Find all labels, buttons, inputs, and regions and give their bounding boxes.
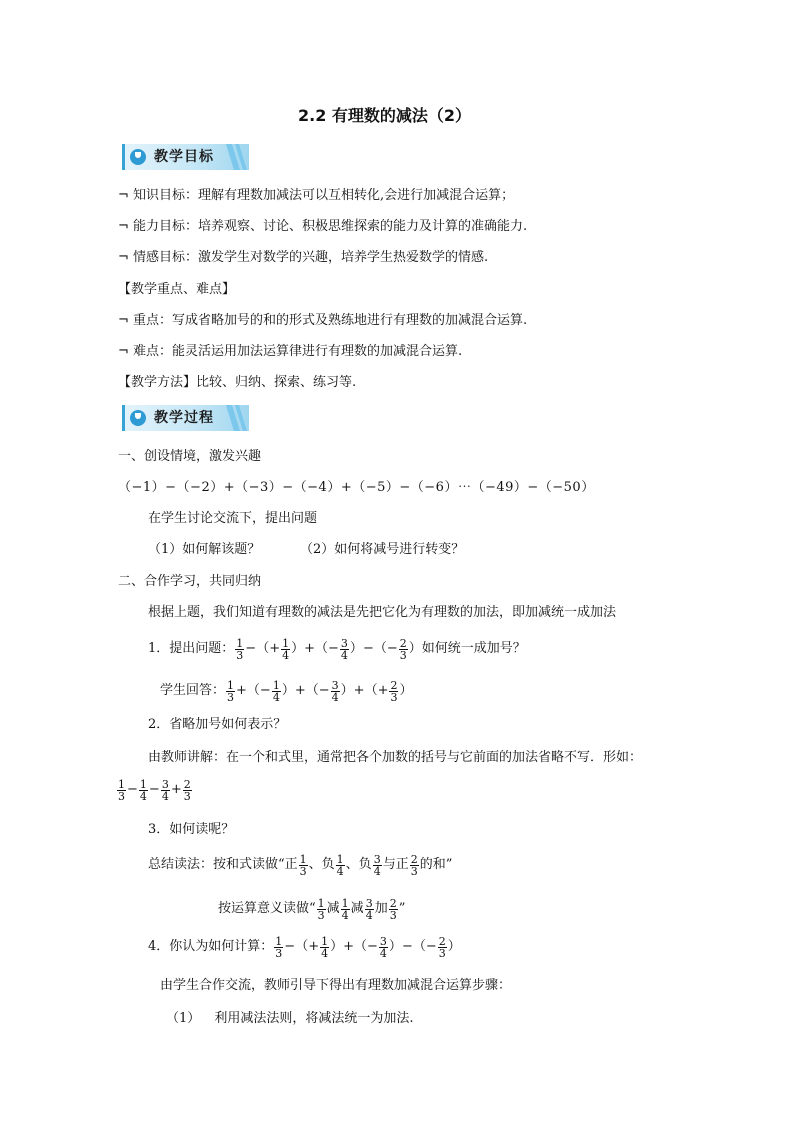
methods-heading: 【教学方法】 — [118, 375, 197, 390]
fraction: $\frac{2}{3}$ — [183, 777, 191, 803]
part1-question1: （1）如何解该题？ — [148, 542, 261, 557]
paren: （+ — [295, 939, 320, 954]
read-text: 按运算意义读做“ — [218, 901, 316, 916]
part1-line1: 在学生讨论交流下，提出问题 — [148, 511, 318, 526]
paren: ） — [330, 939, 344, 954]
read-text: ” — [398, 901, 406, 916]
read-text: 、负 — [345, 857, 372, 872]
bullet-icon: ¬ — [118, 188, 129, 203]
fraction: $\frac{2}{3}$ — [410, 852, 418, 878]
objective-item — [118, 188, 514, 204]
fraction: $\frac{1}{3}$ — [236, 636, 244, 662]
objective-text: 能力目标：培养观察、讨论、积极思维探索的能力及计算的准确能力. — [133, 219, 528, 234]
fraction: $\frac{1}{4}$ — [282, 636, 290, 662]
fraction: $\frac{1}{4}$ — [321, 934, 329, 960]
fraction: $\frac{3}{4}$ — [373, 852, 381, 878]
paren: （− — [246, 683, 271, 698]
minus-sign: − — [127, 782, 138, 797]
page-title: 2.2 有理数的减法（2） — [298, 106, 472, 125]
minus-sign: − — [148, 782, 160, 797]
minus-sign: − — [362, 641, 374, 656]
plus-sign: + — [343, 939, 355, 954]
step2-line: 2．省略加号如何表示？ — [148, 717, 287, 732]
plus-sign: + — [236, 683, 247, 698]
fraction: $\frac{3}{4}$ — [161, 777, 169, 803]
fraction: $\frac{2}{3}$ — [389, 896, 397, 922]
section-label: 教学过程 — [154, 410, 214, 426]
key-points-heading: 【教学重点、难点】 — [118, 282, 236, 297]
fraction: $\frac{2}{3}$ — [399, 636, 407, 662]
step1-label: 1．提出问题： — [148, 641, 235, 656]
fraction: $\frac{3}{4}$ — [331, 678, 339, 704]
minus-sign: − — [245, 641, 257, 656]
part2-heading: 二、合作学习，共同归纳 — [118, 574, 262, 589]
key-point-item — [118, 313, 527, 329]
fraction: $\frac{1}{3}$ — [227, 678, 235, 704]
plus-sign: + — [353, 683, 365, 698]
paren: （− — [354, 939, 378, 954]
omitted-plus-expression — [116, 773, 193, 807]
paren: （− — [305, 683, 330, 698]
objective-text: 情感目标：激发学生对数学的兴趣，培养学生热爱数学的情感. — [133, 250, 489, 265]
paren: ） — [447, 939, 461, 954]
key-point-item — [118, 344, 462, 360]
fraction: $\frac{1}{3}$ — [275, 934, 283, 960]
methods-text: 比较、归纳、探索、练习等. — [196, 375, 357, 390]
rule1-text: 利用减法法则，将减法统一为加法. — [214, 1011, 414, 1026]
paren: （+ — [364, 683, 389, 698]
fraction: $\frac{2}{3}$ — [438, 934, 446, 960]
key-point-text: 重点：写成省略加号的和的形式及熟练地进行有理数的加减混合运算. — [133, 313, 528, 328]
step3-line: 3．如何读呢？ — [148, 822, 235, 837]
methods-line — [118, 375, 356, 391]
plus-sign: + — [294, 683, 306, 698]
read-text: 、负 — [308, 857, 335, 872]
answer-label: 学生回答： — [160, 683, 226, 698]
part1-heading: 一、创设情境，激发兴趣 — [118, 449, 262, 464]
read-text: 加 — [374, 901, 388, 916]
read-text: 总结读法：按和式读做“正 — [148, 857, 298, 872]
answer-line — [160, 674, 413, 708]
fraction: $\frac{1}{3}$ — [317, 896, 325, 922]
summary-line: 由学生合作交流，教师引导下得出有理数加减混合运算步骤： — [160, 978, 512, 993]
part2-intro: 根据上题，我们知道有理数的减法是先把它化为有理数的加法，即加减统一成加法 — [148, 605, 617, 620]
section-banner-objectives — [122, 144, 252, 170]
bullet-icon: ¬ — [118, 344, 129, 359]
fraction: $\frac{2}{3}$ — [390, 678, 398, 704]
bullet-icon: ¬ — [118, 313, 129, 328]
paren: ） — [291, 641, 305, 656]
step4-line — [148, 930, 461, 964]
fraction: $\frac{1}{4}$ — [139, 777, 147, 803]
read-text: 与正 — [382, 857, 409, 872]
paren: ） — [349, 641, 363, 656]
read-text: 减 — [350, 901, 364, 916]
objective-text: 知识目标：理解有理数加减法可以互相转化,会进行加减混合运算； — [133, 188, 515, 203]
plus-sign: + — [170, 782, 182, 797]
read-method-2 — [218, 892, 405, 926]
fraction: $\frac{1}{4}$ — [336, 852, 344, 878]
section-banner-process — [122, 405, 252, 431]
objective-item — [118, 219, 527, 235]
step4-label: 4．你认为如何计算： — [148, 939, 274, 954]
paren: ） — [281, 683, 295, 698]
fraction: $\frac{1}{3}$ — [299, 852, 307, 878]
paren: （+ — [256, 641, 281, 656]
paren: （− — [315, 641, 339, 656]
paren: ） — [340, 683, 354, 698]
plus-sign: + — [304, 641, 316, 656]
bullet-icon: ¬ — [118, 250, 129, 265]
step1-line — [148, 632, 526, 666]
fraction: $\frac{3}{4}$ — [340, 636, 348, 662]
minus-sign: − — [401, 939, 413, 954]
fraction: $\frac{3}{4}$ — [365, 896, 373, 922]
paren: ） — [408, 641, 422, 656]
step1-suffix: 如何统一成加号？ — [421, 641, 526, 656]
bullet-icon: ¬ — [118, 219, 129, 234]
key-point-text: 难点：能灵活运用加法运算律进行有理数的加减混合运算. — [133, 344, 463, 359]
paren: （− — [373, 641, 398, 656]
banner-stripes-decoration — [226, 405, 250, 431]
minus-sign: − — [284, 939, 296, 954]
fraction: $\frac{1}{4}$ — [341, 896, 349, 922]
trophy-icon — [130, 149, 146, 165]
fraction: $\frac{1}{3}$ — [118, 777, 125, 803]
trophy-icon — [130, 410, 146, 426]
part1-expression: （−1）−（−2）+（−3）−（−4）+（−5）−（−6）⋯（−49）−（−50） — [118, 480, 595, 495]
banner-stripes-decoration — [226, 144, 250, 170]
rule1-line — [166, 1011, 414, 1027]
part1-question2: （2）如何将减号进行转变？ — [300, 542, 465, 557]
read-text: 减 — [326, 901, 340, 916]
paren: ） — [399, 683, 413, 698]
objective-item — [118, 250, 488, 266]
read-text: 的和” — [419, 857, 453, 872]
explain-line: 由教师讲解：在一个和式里，通常把各个加数的括号与它前面的加法省略不写．形如： — [148, 750, 643, 765]
fraction: $\frac{1}{4}$ — [272, 678, 280, 704]
paren: ） — [388, 939, 402, 954]
rule1-number: （1） — [166, 1011, 201, 1026]
section-label: 教学目标 — [154, 149, 214, 165]
fraction: $\frac{3}{4}$ — [379, 934, 387, 960]
read-method-1 — [148, 848, 452, 882]
paren: （− — [412, 939, 437, 954]
